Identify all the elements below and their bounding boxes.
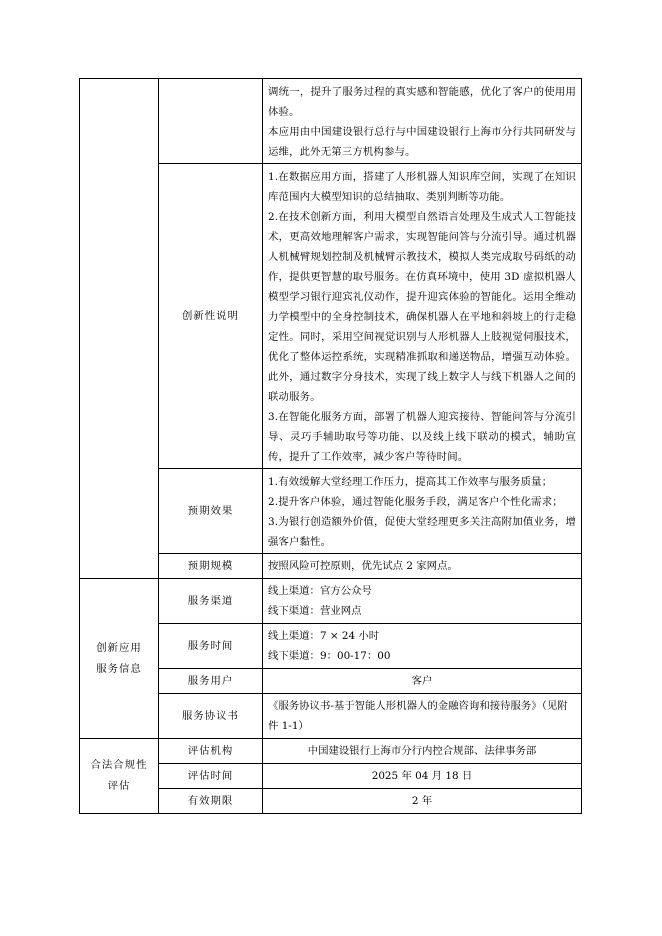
category-cell-empty <box>80 79 159 579</box>
service-agreement-label: 服务协议书 <box>159 694 263 739</box>
innovation-paragraph: 2.在技术创新方面，利用大模型自然语言处理及生成式人工智能技术，更高效地理解客户需求，实现智能问答与分流引导。通过机器人机械臂规划控制及机械臂示教技术，模拟人类完成取号码纸的动作，提供更智慧的取号服务。在仿真环境中，使用 3D 虚拟机器人模型学习银行迎宾礼仪动作，提升迎宾体验的智能化。运用全维动力学模型中的全身控制技术，确保机器人在平地和斜坡上的行走稳定性。同时，采用空间视觉识别与人形机器人上肢视觉伺服技术，优化了整体运控系统，实现精准抓取和递送物品，增强互动体验。此外，通过数字分身技术，实现了线上数字人与线下机器人之间的联动服务。 <box>268 211 576 403</box>
innovation-label: 创新性说明 <box>159 164 263 469</box>
service-channel-line: 线上渠道：官方公众号 <box>268 585 372 597</box>
table-row-service-channel <box>80 579 582 624</box>
expected-effect-item: 3.为银行创造额外价值，促使大堂经理更多关注高附加值业务，增强客户黏性。 <box>268 516 576 548</box>
expected-effect-cell <box>263 469 582 554</box>
service-time-value <box>263 624 582 669</box>
service-channel-line: 线下渠道：营业网点 <box>268 605 362 617</box>
expected-effect-item: 1.有效缓解大堂经理工作压力，提高其工作效率与服务质量； <box>268 476 553 488</box>
compliance-date-label: 评估时间 <box>159 764 263 789</box>
compliance-date-value: 2025 年 04 月 18 日 <box>263 764 582 789</box>
service-info-category-line: 服务信息 <box>96 662 142 675</box>
service-time-line: 线上渠道：7 × 24 小时 <box>268 630 380 642</box>
table-row-intro <box>80 79 582 164</box>
service-users-value: 客户 <box>263 669 582 694</box>
expected-effect-label: 预期效果 <box>159 469 263 554</box>
compliance-category-line: 评估 <box>107 780 131 792</box>
innovation-paragraph: 3.在智能化服务方面，部署了机器人迎宾接待、智能问答与分流引导、灵巧手辅助取号等功能、以及线上线下联动的模式，辅助宣传，提升了工作效率，减少客户等待时间。 <box>268 411 576 463</box>
innovation-paragraph: 1.在数据应用方面，搭建了人形机器人知识库空间，实现了在知识库范围内大模型知识的总结抽取、类别判断等功能。 <box>268 171 576 203</box>
expected-scale-label: 预期规模 <box>159 554 263 579</box>
intro-paragraph: 调统一，提升了服务过程的真实感和智能感，优化了客户的使用用体验。 <box>268 86 576 118</box>
service-time-line: 线下渠道：9：00-17：00 <box>268 650 391 662</box>
innovation-cell <box>263 164 582 469</box>
intro-cell <box>263 79 582 164</box>
service-users-label: 服务用户 <box>159 669 263 694</box>
service-channel-label: 服务渠道 <box>159 579 263 624</box>
expected-effect-item: 2.提升客户体验，通过智能化服务手段，满足客户个性化需求； <box>268 496 563 508</box>
compliance-validity-value: 2 年 <box>263 789 582 814</box>
application-info-table <box>79 78 582 814</box>
compliance-category-line: 合法合规性 <box>90 759 148 771</box>
service-time-label: 服务时间 <box>159 624 263 669</box>
label-cell-empty <box>159 79 263 164</box>
compliance-agency-label: 评估机构 <box>159 739 263 764</box>
service-info-category <box>80 579 159 739</box>
service-channel-value <box>263 579 582 624</box>
compliance-agency-value: 中国建设银行上海市分行内控合规部、法律事务部 <box>263 739 582 764</box>
compliance-category <box>80 739 159 814</box>
expected-scale-value: 按照风险可控原则，优先试点 2 家网点。 <box>263 554 582 579</box>
compliance-validity-label: 有效期限 <box>159 789 263 814</box>
service-agreement-value: 《服务协议书-基于智能人形机器人的金融咨询和接待服务》（见附件 1-1） <box>263 694 582 739</box>
service-info-category-line: 创新应用 <box>96 641 142 654</box>
intro-paragraph: 本应用由中国建设银行总行与中国建设银行上海市分行共同研发与运维，此外无第三方机构参与。 <box>268 126 576 158</box>
table-row-compliance-agency <box>80 739 582 764</box>
